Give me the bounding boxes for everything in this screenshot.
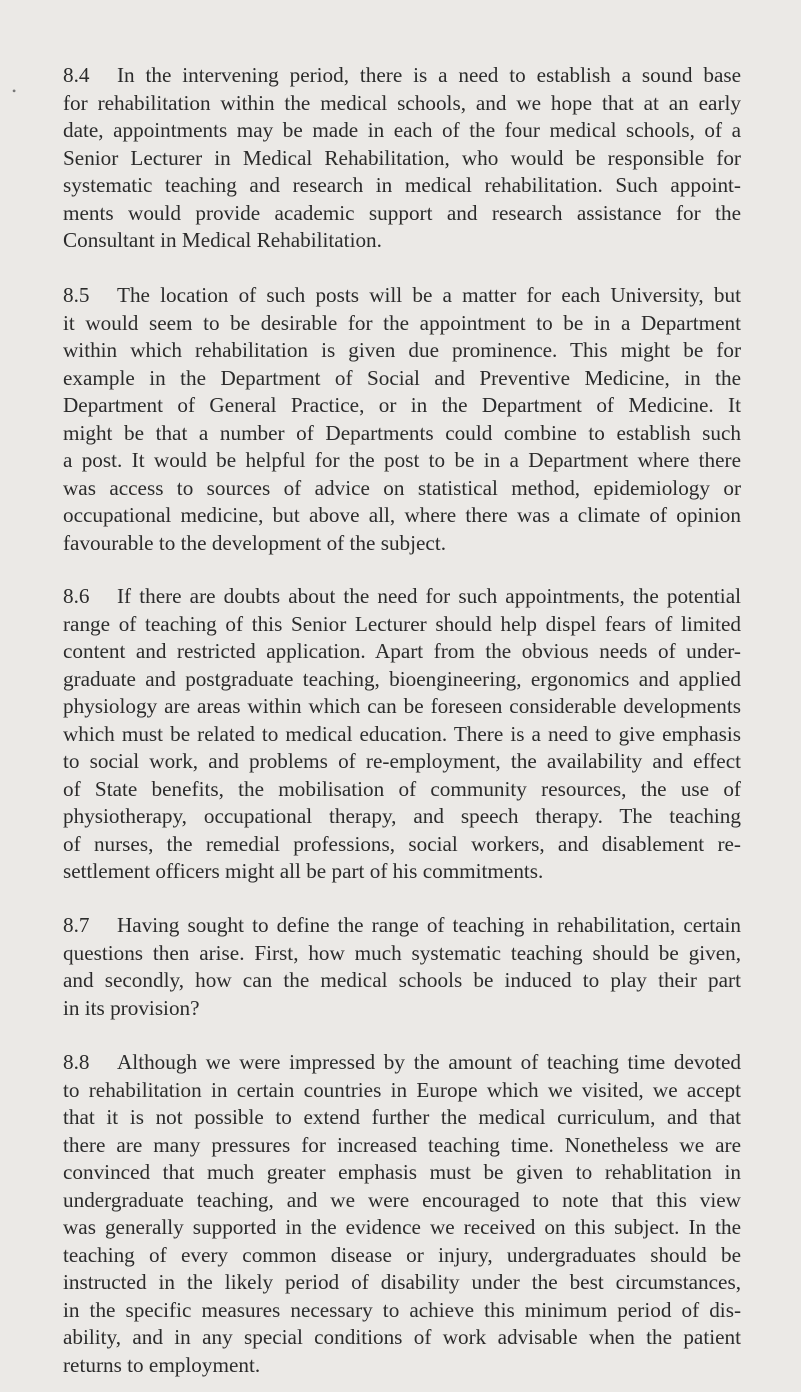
paragraph-line: a post. It would be helpful for the post to be in a Department where there: [63, 448, 741, 472]
paragraph-line: Senior Lecturer in Medical Rehabilitation, who would be responsible for: [63, 145, 741, 170]
paragraph-line: to social work, and problems of re-employment, the availability and effect: [63, 749, 741, 773]
paragraph-line: it would seem to be desirable for the appointment to be in a Department: [63, 310, 741, 335]
paragraph-line: of State benefits, the mobilisation of community resources, the use of: [63, 776, 741, 801]
paragraph-line: occupational medicine, but above all, where there was a climate of opinion: [63, 503, 741, 527]
paragraph-line: systematic teaching and research in medical rehabilitation. Such appoint-: [63, 173, 741, 197]
paragraph-line: physiotherapy, occupational therapy, and speech therapy. The teaching: [63, 804, 741, 828]
paragraph-line: for rehabilitation within the medical schools, and we hope that at an early: [63, 90, 741, 115]
paragraph-line: ability, and in any special conditions of work advisable when the patient: [63, 1325, 741, 1349]
paragraph-line: Department of General Practice, or in the Department of Medicine. It: [63, 393, 741, 417]
stray-mark: •: [12, 84, 17, 98]
paragraph-number: 8.4: [63, 63, 90, 87]
paragraph-line: there are many pressures for increased teaching time. Nonetheless we are: [63, 1132, 741, 1157]
paragraph-line: was generally supported in the evidence we received on this subject. In the: [63, 1215, 741, 1239]
paragraph-line: undergraduate teaching, and we were encouraged to note that this view: [63, 1187, 741, 1212]
paragraph-8-8: [63, 1049, 741, 1379]
paragraph-line: favourable to the development of the subject.: [63, 530, 447, 555]
paragraph-line: of nurses, the remedial professions, social workers, and disablement re-: [63, 831, 741, 856]
paragraph-line: and secondly, how can the medical schools be induced to play their part: [63, 968, 741, 992]
paragraph-line: returns to employment.: [63, 1352, 261, 1377]
paragraph-line: convinced that much greater emphasis must be given to rehablitation in: [63, 1160, 741, 1184]
paragraph-8-5: [63, 282, 741, 557]
paragraph-line: ments would provide academic support and research assistance for the: [63, 200, 741, 225]
paragraph-line: to rehabilitation in certain countries in Europe which we visited, we accept: [63, 1077, 741, 1102]
paragraph-line: settlement officers might all be part of his commitments.: [63, 859, 544, 883]
paragraph-line: date, appointments may be made in each of the four medical schools, of a: [63, 118, 741, 142]
paragraph-line: example in the Department of Social and Preventive Medicine, in the: [63, 365, 741, 390]
paragraph-line: content and restricted application. Apart from the obvious needs of under-: [63, 639, 741, 663]
paragraph-line: instructed in the likely period of disability under the best circumstances,: [63, 1270, 741, 1294]
paragraph-line: 8.6 If there are doubts about the need for such appointments, the potential: [63, 583, 741, 611]
paragraph-8-6: [63, 583, 741, 886]
paragraph-number: 8.6: [63, 584, 90, 608]
paragraph-line: teaching of every common disease or injury, undergraduates should be: [63, 1242, 741, 1267]
paragraph-line: 8.4 In the intervening period, there is a need to establish a sound base: [63, 62, 741, 90]
paragraph-8-7: [63, 912, 741, 1022]
paragraph-line: 8.7 Having sought to define the range of teaching in rehabilitation, certain: [63, 912, 741, 940]
paragraph-line: in the specific measures necessary to achieve this minimum period of dis-: [63, 1297, 741, 1322]
paragraph-line: graduate and postgraduate teaching, bioengineering, ergonomics and applied: [63, 666, 741, 691]
paragraph-8-4: [63, 62, 741, 255]
paragraph-line: that it is not possible to extend further the medical curriculum, and that: [63, 1105, 741, 1129]
paragraph-line: 8.8 Although we were impressed by the amount of teaching time devoted: [63, 1049, 741, 1077]
paragraph-line: which must be related to medical education. There is a need to give emphasis: [63, 721, 741, 746]
paragraph-line: physiology are areas within which can be foreseen considerable developments: [63, 694, 741, 718]
paragraph-line: Consultant in Medical Rehabilitation.: [63, 228, 382, 252]
paragraph-number: 8.7: [63, 913, 90, 937]
paragraph-line: range of teaching of this Senior Lecturer should help dispel fears of limited: [63, 611, 741, 636]
paragraph-line: might be that a number of Departments could combine to establish such: [63, 420, 741, 445]
paragraph-line: in its provision?: [63, 995, 200, 1020]
paragraph-line: questions then arise. First, how much systematic teaching should be given,: [63, 940, 741, 965]
paragraph-line: was access to sources of advice on statistical method, epidemiology or: [63, 475, 741, 500]
paragraph-number: 8.8: [63, 1050, 90, 1074]
paragraph-line: within which rehabilitation is given due prominence. This might be for: [63, 338, 741, 362]
paragraph-number: 8.5: [63, 283, 90, 307]
paragraph-line: 8.5 The location of such posts will be a matter for each University, but: [63, 282, 741, 310]
